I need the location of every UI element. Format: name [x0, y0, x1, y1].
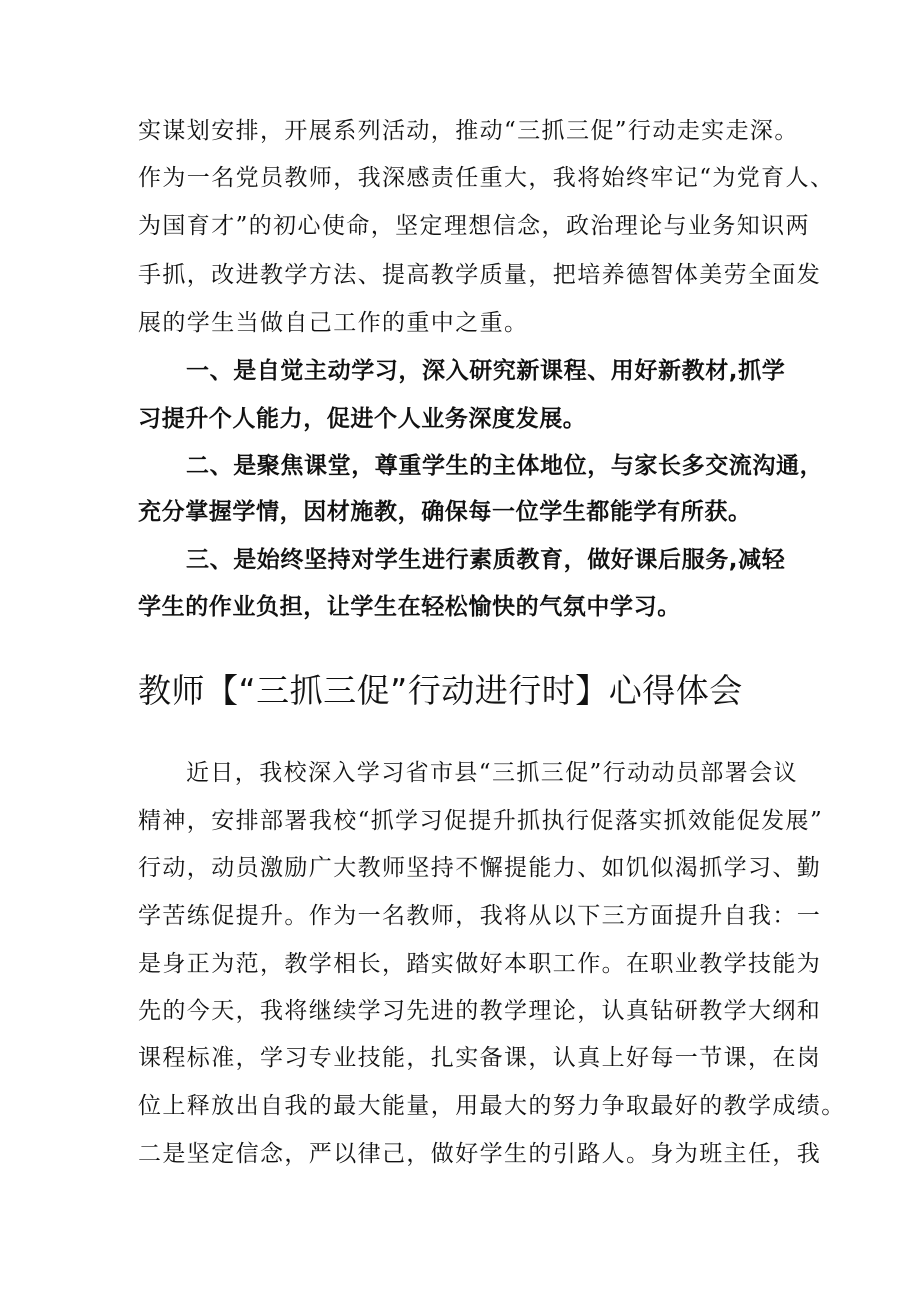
point-three-line-2: 学生的作业负担，让学生在轻松愉快的气氛中学习。	[138, 594, 681, 620]
point-two-line-1: 二、是聚焦课堂，尊重学生的主体地位，与家长多交流沟通，	[186, 453, 824, 479]
body-line-7: 课程标准，学习专业技能，扎实备课，认真上好每一节课，在岗	[138, 1045, 822, 1071]
body-line-6: 先的今天，我将继续学习先进的教学理论，认真钻研教学大纲和	[138, 998, 822, 1024]
body-line-9: 二是坚定信念，严以律己，做好学生的引路人。身为班主任，我	[138, 1141, 822, 1167]
intro-line-3: 为国育才”的初心使命，坚定理想信念，政治理论与业务知识两	[138, 213, 810, 239]
body-line-2: 精神，安排部署我校“抓学习促提升抓执行促落实抓效能促发展”	[138, 808, 824, 834]
point-two-line-2: 充分掌握学情，因材施教，确保每一位学生都能学有所获。	[138, 499, 752, 525]
point-one-line-2: 习提升个人能力，促进个人业务深度发展。	[138, 406, 587, 432]
intro-line-1: 实谋划安排，开展系列活动，推动“三抓三促”行动走实走深。	[138, 118, 799, 144]
body-line-1: 近日，我校深入学习省市县“三抓三促”行动动员部署会议	[186, 760, 798, 786]
point-three-line-1: 三、是始终坚持对学生进行素质教育，做好课后服务,减轻	[186, 547, 786, 573]
body-line-8: 位上释放出自我的最大能量，用最大的努力争取最好的教学成绩。	[138, 1093, 846, 1119]
intro-line-4: 手抓，改进教学方法、提高教学质量，把培养德智体美劳全面发	[138, 262, 822, 288]
body-line-3: 行动，动员激励广大教师坚持不懈提能力、如饥似渴抓学习、勤	[138, 855, 822, 881]
section-title: 教师【“三抓三促”行动进行时】心得体会	[138, 671, 743, 710]
body-line-5: 是身正为范，教学相长，踏实做好本职工作。在职业教学技能为	[138, 951, 822, 977]
body-line-4: 学苦练促提升。作为一名教师，我将从以下三方面提升自我：一	[138, 903, 822, 929]
intro-line-5: 展的学生当做自己工作的重中之重。	[138, 310, 529, 336]
point-one-line-1: 一、是自觉主动学习，深入研究新课程、用好新教材,抓学	[186, 358, 786, 384]
intro-line-2: 作为一名党员教师，我深感责任重大，我将始终牢记“为党育人、	[138, 165, 835, 191]
